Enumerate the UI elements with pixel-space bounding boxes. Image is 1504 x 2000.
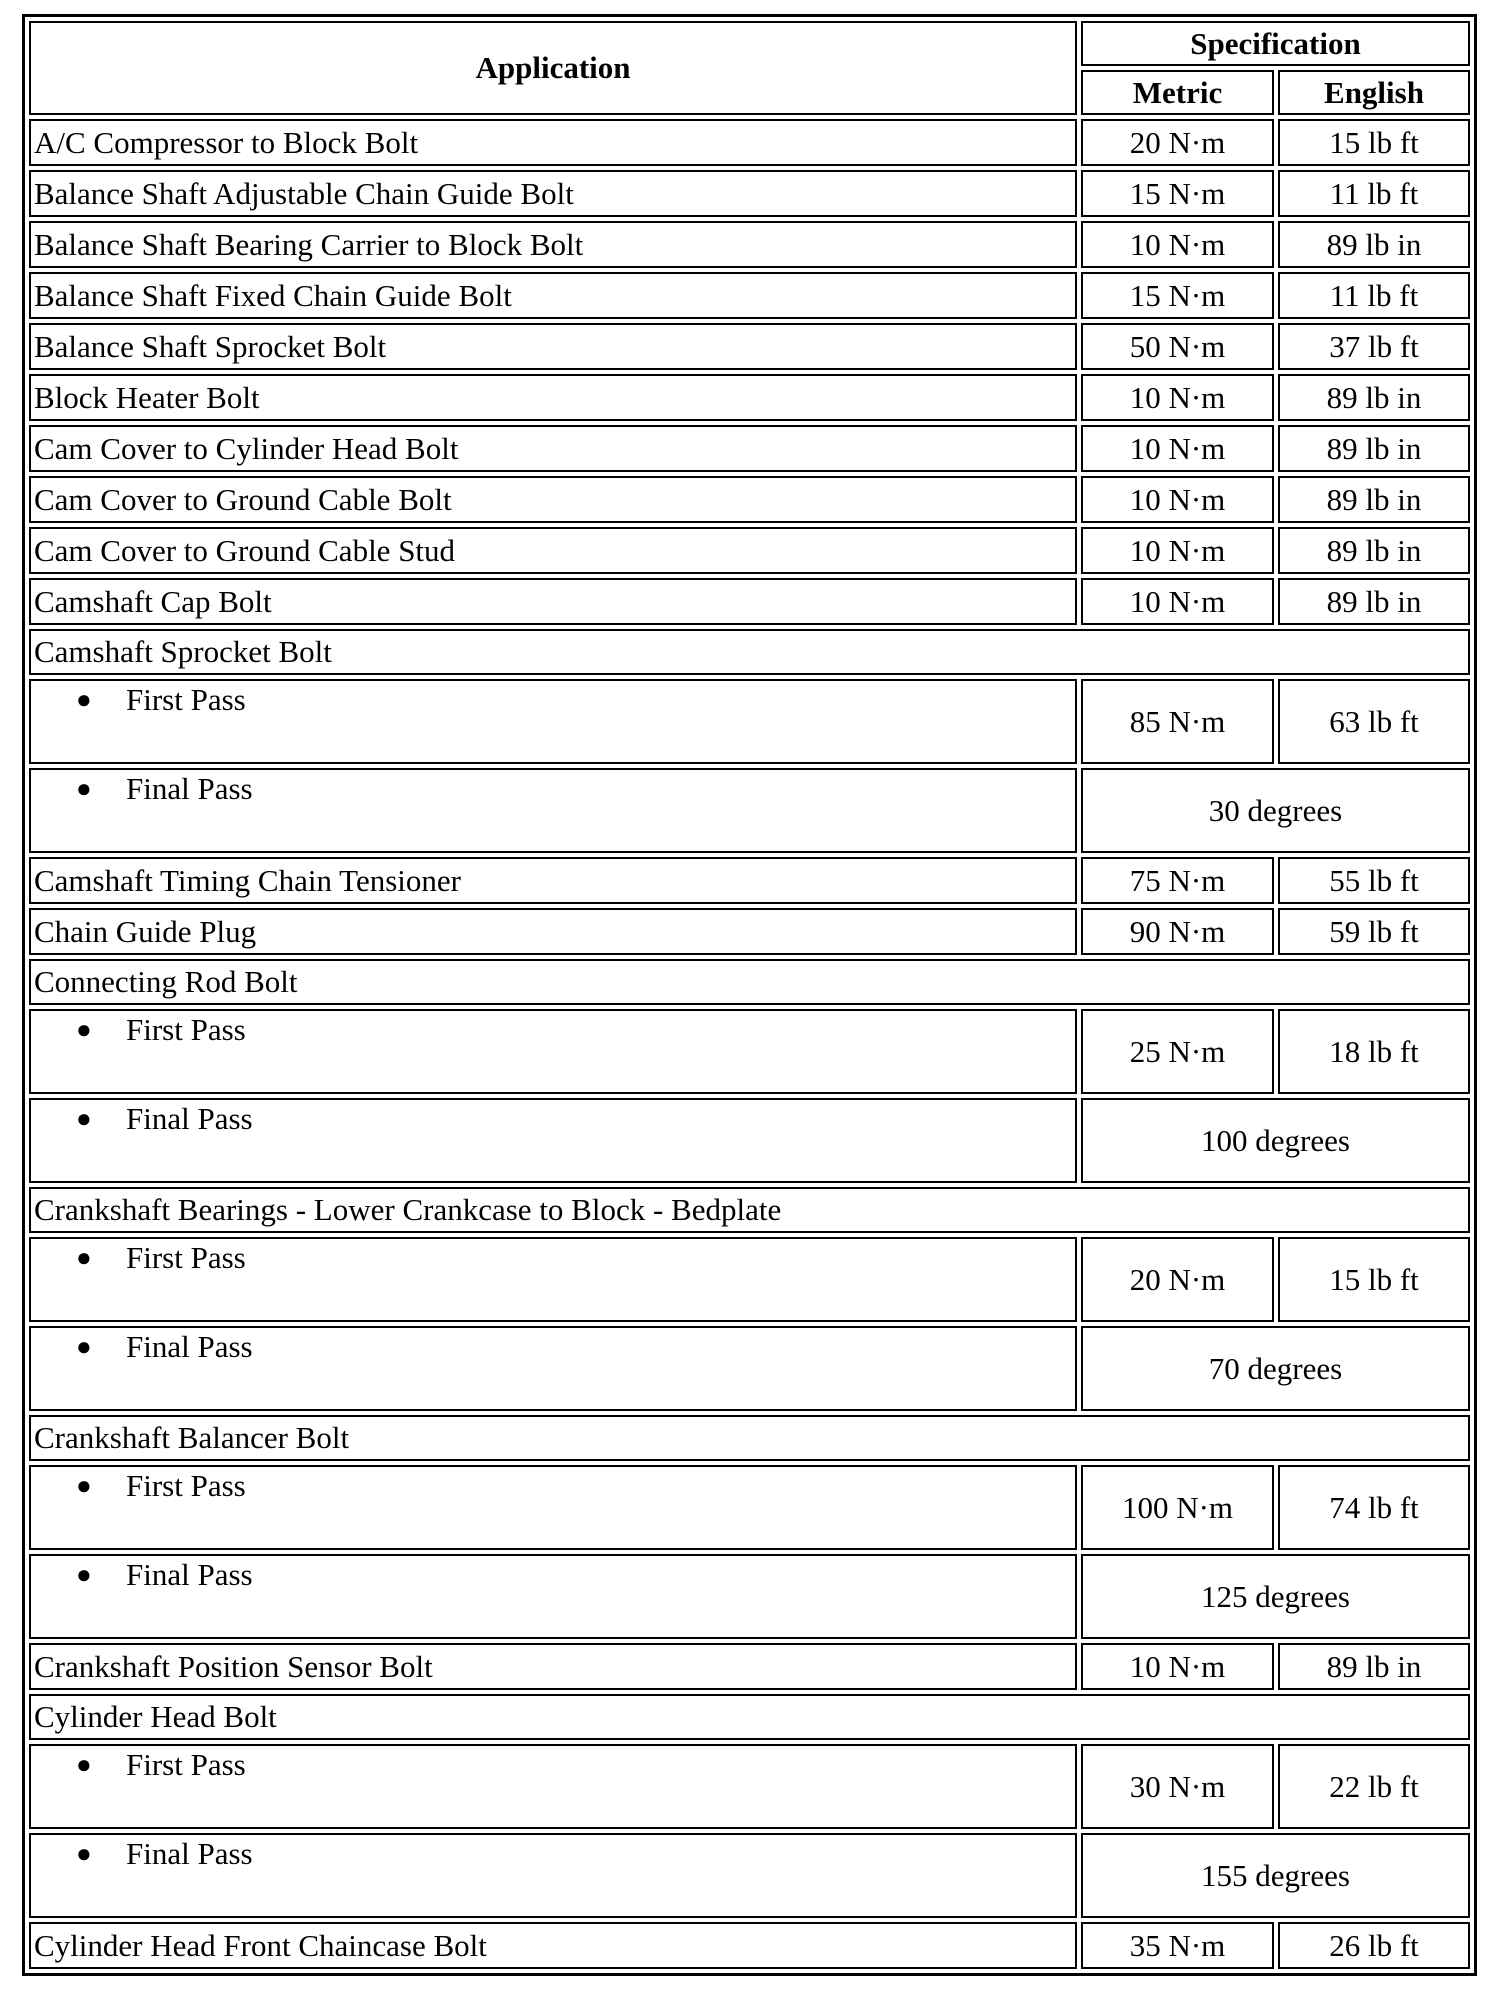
metric-cell: 10 N·m [1081,374,1274,421]
metric-cell: 10 N·m [1081,476,1274,523]
sub-step-label: First Pass [126,1747,246,1782]
sub-step-row [29,768,1470,853]
sub-step-label: Final Pass [126,1329,253,1364]
group-label-cell: Camshaft Sprocket Bolt [29,629,1470,675]
application-cell: Balance Shaft Bearing Carrier to Block Bolt [29,221,1077,268]
metric-cell: 100 N·m [1081,1465,1274,1550]
application-cell: Block Heater Bolt [29,374,1077,421]
application-cell: Cam Cover to Ground Cable Bolt [29,476,1077,523]
sub-step-label: Final Pass [126,1836,253,1871]
english-cell: 89 lb in [1278,578,1470,625]
table-row [29,527,1470,574]
table-row [29,170,1470,217]
table-row [29,1643,1470,1690]
table-row [29,908,1470,955]
metric-cell: 10 N·m [1081,1643,1274,1690]
table-body [29,119,1470,1969]
table-row [29,119,1470,166]
metric-cell: 10 N·m [1081,578,1274,625]
group-row [29,1415,1470,1461]
english-cell: 18 lb ft [1278,1009,1470,1094]
application-cell: Cam Cover to Cylinder Head Bolt [29,425,1077,472]
table-row [29,1922,1470,1969]
bullet-icon: ● [76,1750,92,1779]
angle-cell: 125 degrees [1081,1554,1470,1639]
metric-cell: 30 N·m [1081,1744,1274,1829]
sub-step-row [29,1465,1470,1550]
sub-step-row [29,1833,1470,1918]
english-header: English [1278,70,1470,115]
sub-step-row [29,679,1470,764]
english-cell: 74 lb ft [1278,1465,1470,1550]
angle-cell: 70 degrees [1081,1326,1470,1411]
group-label-cell: Connecting Rod Bolt [29,959,1470,1005]
bullet-icon: ● [76,1243,92,1272]
application-cell: A/C Compressor to Block Bolt [29,119,1077,166]
sub-step-row [29,1554,1470,1639]
table-row [29,425,1470,472]
metric-cell: 10 N·m [1081,221,1274,268]
metric-cell: 20 N·m [1081,1237,1274,1322]
sub-step-row [29,1326,1470,1411]
english-cell: 89 lb in [1278,425,1470,472]
metric-cell: 50 N·m [1081,323,1274,370]
sub-step-label: Final Pass [126,1557,253,1592]
bullet-icon: ● [76,1471,92,1500]
metric-cell: 85 N·m [1081,679,1274,764]
metric-cell: 20 N·m [1081,119,1274,166]
table-row [29,578,1470,625]
sub-step-cell [29,1237,1077,1322]
sub-step-cell [29,1833,1077,1918]
sub-step-cell [29,1744,1077,1829]
application-cell: Camshaft Cap Bolt [29,578,1077,625]
group-row [29,1694,1470,1740]
english-cell: 55 lb ft [1278,857,1470,904]
english-cell: 37 lb ft [1278,323,1470,370]
group-row [29,1187,1470,1233]
english-cell: 22 lb ft [1278,1744,1470,1829]
sub-step-label: Final Pass [126,1101,253,1136]
english-cell: 15 lb ft [1278,119,1470,166]
metric-cell: 90 N·m [1081,908,1274,955]
english-cell: 89 lb in [1278,527,1470,574]
sub-step-cell [29,1009,1077,1094]
english-cell: 89 lb in [1278,1643,1470,1690]
sub-step-cell [29,1098,1077,1183]
bullet-icon: ● [76,1104,92,1133]
english-cell: 26 lb ft [1278,1922,1470,1969]
table-row [29,272,1470,319]
sub-step-row [29,1744,1470,1829]
english-cell: 89 lb in [1278,476,1470,523]
application-cell: Balance Shaft Fixed Chain Guide Bolt [29,272,1077,319]
angle-cell: 30 degrees [1081,768,1470,853]
application-header: Application [29,21,1077,115]
metric-cell: 10 N·m [1081,425,1274,472]
torque-spec-table [22,14,1477,1976]
metric-cell: 15 N·m [1081,170,1274,217]
english-cell: 89 lb in [1278,374,1470,421]
metric-header: Metric [1081,70,1274,115]
group-label-cell: Crankshaft Balancer Bolt [29,1415,1470,1461]
metric-cell: 10 N·m [1081,527,1274,574]
table-row [29,374,1470,421]
application-cell: Camshaft Timing Chain Tensioner [29,857,1077,904]
english-cell: 59 lb ft [1278,908,1470,955]
sub-step-cell [29,1326,1077,1411]
angle-cell: 155 degrees [1081,1833,1470,1918]
table-row [29,323,1470,370]
sub-step-row [29,1237,1470,1322]
english-cell: 11 lb ft [1278,272,1470,319]
sub-step-row [29,1009,1470,1094]
sub-step-label: First Pass [126,1012,246,1047]
metric-cell: 25 N·m [1081,1009,1274,1094]
application-cell: Crankshaft Position Sensor Bolt [29,1643,1077,1690]
bullet-icon: ● [76,1332,92,1361]
table-row [29,221,1470,268]
group-row [29,959,1470,1005]
application-cell: Balance Shaft Adjustable Chain Guide Bolt [29,170,1077,217]
sub-step-row [29,1098,1470,1183]
table-row [29,857,1470,904]
angle-cell: 100 degrees [1081,1098,1470,1183]
group-label-cell: Cylinder Head Bolt [29,1694,1470,1740]
sub-step-label: Final Pass [126,771,253,806]
application-cell: Balance Shaft Sprocket Bolt [29,323,1077,370]
bullet-icon: ● [76,685,92,714]
english-cell: 11 lb ft [1278,170,1470,217]
table-row [29,476,1470,523]
metric-cell: 75 N·m [1081,857,1274,904]
specification-header: Specification [1081,21,1470,66]
sub-step-cell [29,679,1077,764]
application-cell: Cam Cover to Ground Cable Stud [29,527,1077,574]
application-cell: Chain Guide Plug [29,908,1077,955]
english-cell: 63 lb ft [1278,679,1470,764]
sub-step-label: First Pass [126,682,246,717]
bullet-icon: ● [76,1015,92,1044]
metric-cell: 15 N·m [1081,272,1274,319]
english-cell: 15 lb ft [1278,1237,1470,1322]
bullet-icon: ● [76,1560,92,1589]
sub-step-label: First Pass [126,1468,246,1503]
bullet-icon: ● [76,774,92,803]
sub-step-label: First Pass [126,1240,246,1275]
metric-cell: 35 N·m [1081,1922,1274,1969]
sub-step-cell [29,768,1077,853]
bullet-icon: ● [76,1839,92,1868]
group-label-cell: Crankshaft Bearings - Lower Crankcase to Block - Bedplate [29,1187,1470,1233]
group-row [29,629,1470,675]
header-row [29,21,1470,66]
sub-step-cell [29,1465,1077,1550]
english-cell: 89 lb in [1278,221,1470,268]
application-cell: Cylinder Head Front Chaincase Bolt [29,1922,1077,1969]
sub-step-cell [29,1554,1077,1639]
